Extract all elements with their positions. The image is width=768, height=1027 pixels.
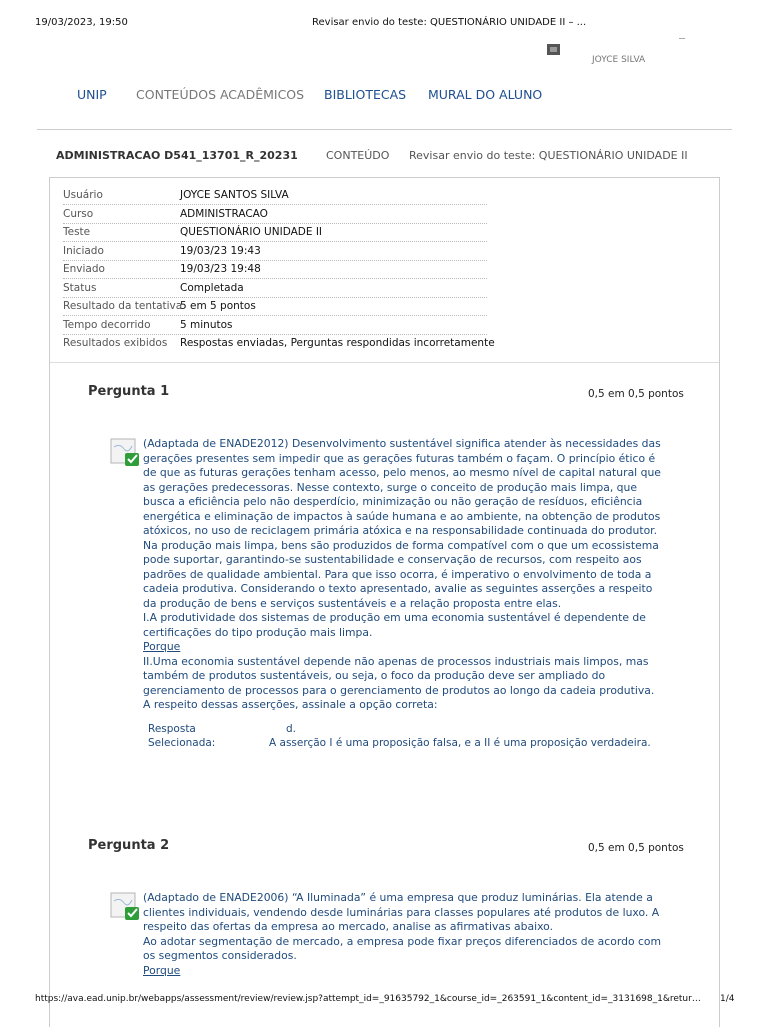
question-2-title: Pergunta 2 (88, 838, 170, 853)
question-1-score: 0,5 em 0,5 pontos (588, 388, 684, 400)
question-1-assertion-2: II.Uma economia sustentável depende não apenas de processos industriais mais limpos, mas também de produtos sustentáveis, ou seja, o foco da produção deve ser ampliado do gerenciamento de processos para o gerenciamento de produtos ao longo da cadeia produtiva. (143, 654, 655, 697)
info-row-curso (63, 205, 487, 224)
info-row-resultados-exibidos (63, 334, 495, 352)
info-divider (50, 362, 719, 363)
user-avatar[interactable] (547, 44, 560, 55)
answer-label-line-1: Resposta (148, 723, 196, 735)
info-label: Enviado (63, 263, 105, 275)
question-2-statement: (Adaptado de ENADE2006) “A Iluminada” é uma empresa que produz luminárias. Ela atende a clientes individuais, vendendo desde luminárias para classes populares até produtos de luxo. A respeito das ofertas da empresa ao mercado, analise as afirmativas abaixo. (143, 891, 660, 933)
info-row-resultado (63, 297, 487, 316)
print-title: Revisar envio do teste: QUESTIONÁRIO UNIDADE II – ... (312, 17, 587, 28)
info-label: Resultado da tentativa (63, 300, 183, 312)
info-row-status (63, 279, 487, 298)
question-2-porque-link[interactable]: Porque (143, 963, 181, 977)
question-1-prompt: A respeito dessas asserções, assinale a opção correta: (143, 698, 438, 711)
info-value: Respostas enviadas, Perguntas respondidas incorretamente (180, 337, 495, 349)
answer-text: A asserção I é uma proposição falsa, e a II é uma proposição verdadeira. (269, 737, 651, 749)
question-1-title: Pergunta 1 (88, 384, 170, 399)
info-value: 19/03/23 19:43 (180, 245, 261, 257)
question-1-assertion-1: I.A produtividade dos sistemas de produção em uma economia sustentável é dependente de certificações do tipo produção mais limpa. (143, 611, 646, 639)
user-name[interactable]: JOYCE SILVA (592, 55, 646, 65)
answer-label-line-2: Selecionada: (148, 737, 216, 749)
breadcrumb-course[interactable]: ADMINISTRACAO D541_13701_R_20231 (56, 149, 298, 162)
question-1-porque-link[interactable]: Porque (143, 640, 181, 653)
nav-mural-do-aluno[interactable]: MURAL DO ALUNO (428, 87, 543, 102)
info-label: Tempo decorrido (63, 319, 151, 331)
info-value: 5 em 5 pontos (180, 300, 256, 312)
info-value: JOYCE SANTOS SILVA (180, 189, 289, 201)
info-value: Completada (180, 282, 244, 294)
info-label: Usuário (63, 189, 103, 201)
print-date: 19/03/2023, 19:50 (35, 17, 128, 28)
print-url: https://ava.ead.unip.br/webapps/assessment/review/review.jsp?attempt_id=_91635792_1&course_id=_263591_1&content_id=_3131698_1&retur… (35, 994, 701, 1004)
info-row-iniciado (63, 242, 487, 261)
info-value: 19/03/23 19:48 (180, 263, 261, 275)
info-label: Teste (63, 226, 91, 238)
breadcrumb-page: Revisar envio do teste: QUESTIONÁRIO UNIDADE II (409, 149, 688, 162)
nav-conteudos-academicos[interactable]: CONTEÚDOS ACADÊMICOS (136, 87, 305, 102)
check-icon (110, 437, 140, 467)
question-1-body (143, 437, 663, 713)
answer-letter: d. (286, 723, 297, 735)
info-label: Iniciado (63, 245, 104, 257)
info-row-enviado (63, 260, 487, 279)
nav-unip[interactable]: UNIP (77, 87, 107, 102)
question-1-statement: (Adaptada de ENADE2012) Desenvolvimento sustentável significa atender às necessidades das gerações presentes sem impedir que as gerações futuras também o façam. O princípio ético é de que as futuras gerações tenham acesso, pelo menos, ao mesmo nível de capital natural que as gerações predecessoras. Nesse contexto, surge o conceito de produção mais limpa, que busca a eficiência pelo não desperdício, minimização ou não geração de resíduos, eficiência energética e eliminação de impactos à saúde humana e ao ambiente, na obtenção de produtos atóxicos, no uso de reciclagem primária atóxica e na responsabilidade continuada do produtor. Na produção mais limpa, bens são produzidos de forma compatível com o que um ecossistema pode suportar, garantindo-se sustentabilidade e conservação de recursos, com respeito aos padrões de qualidade ambiental. Para que isso ocorra, é imperativo o envolvimento de toda a cadeia produtiva. Considerando o texto apresentado, avalie as seguintes asserções a respeito da produção de bens e serviços sustentáveis e a relação proposta entre elas. (143, 437, 661, 610)
question-2-assertion-1: Ao adotar segmentação de mercado, a empresa pode fixar preços diferenciados de acordo com os segmentos considerados. (143, 934, 662, 962)
info-label: Curso (63, 208, 94, 220)
print-page-number: 1/4 (720, 994, 735, 1004)
question-2-score: 0,5 em 0,5 pontos (588, 842, 684, 854)
info-row-tempo (63, 316, 487, 335)
info-value: 5 minutos (180, 319, 233, 331)
info-label: Resultados exibidos (63, 337, 168, 349)
breadcrumb-section[interactable]: CONTEÚDO (326, 149, 390, 162)
question-2-body (143, 891, 663, 978)
nav-bibliotecas[interactable]: BIBLIOTECAS (324, 87, 407, 102)
info-row-teste (63, 223, 487, 242)
info-label: Status (63, 282, 97, 294)
info-value: QUESTIONÁRIO UNIDADE II (180, 226, 323, 238)
check-icon (110, 891, 140, 921)
info-row-usuario (63, 186, 487, 205)
nav-divider (37, 129, 732, 130)
info-value: ADMINISTRACAO (180, 208, 268, 220)
user-menu-divider (679, 38, 685, 39)
